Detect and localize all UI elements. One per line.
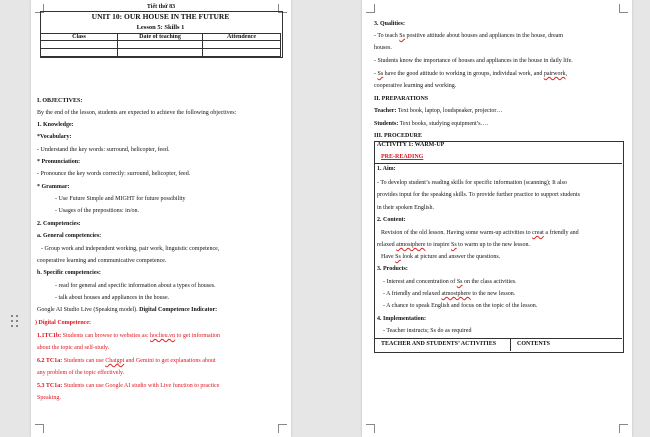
general-competencies-heading: a. General competencies: <box>37 233 102 239</box>
digital-item-2 <box>37 358 216 365</box>
ai-studio-line <box>37 307 217 314</box>
quality-item-3 <box>374 71 567 78</box>
students-prep <box>374 121 488 128</box>
quality-text: - <box>374 71 378 77</box>
implementation-heading: 4. Implementation: <box>377 316 426 322</box>
table-header-date: Date of teaching <box>118 34 203 41</box>
aim-text: provides input for the speaking skills. To provide further practice to support students <box>377 192 580 198</box>
digital-item-label: 1.1TC1b: <box>37 333 62 339</box>
digital-item-1 <box>37 333 220 340</box>
ss-word: Ss <box>399 33 405 39</box>
unit-title: UNIT 10: OUR HOUSE IN THE FUTURE <box>91 12 230 21</box>
quality-text: positive attitude about houses and appliances in the house, dream <box>404 33 564 39</box>
table-header-attendence: Attendence <box>203 34 281 41</box>
content-segment: to warm up to the new lesson. <box>456 242 530 248</box>
quality-item-3-cont: cooperative learning and working. <box>374 83 457 89</box>
digital-item-text: Students can use <box>62 358 106 364</box>
prereading-label: PRE-READING <box>381 154 424 160</box>
content-text <box>377 242 530 249</box>
grammar-item: - Usages of the prepositions: in/on. <box>55 208 139 214</box>
teacher-text: Text book, laptop, loudspeaker, projector… <box>396 108 503 114</box>
divider <box>374 338 622 339</box>
product-segment: on the class activities. <box>462 279 517 285</box>
specific-competencies-heading: b. Specific competencies: <box>37 270 101 276</box>
aim-text: - To develop student’s reading skills for specific information (scanning); It also <box>377 180 567 186</box>
content-segment: look at picture and answer the questions. <box>400 254 501 260</box>
column-header-contents: CONTENTS <box>517 341 551 347</box>
quality-item-2: - Students know the importance of houses and appliances in the house in daily life. <box>374 58 573 64</box>
column-header-activities: TEACHER AND STUDENTS’ ACTIVITIES <box>381 341 497 347</box>
table-header-class: Class <box>41 34 118 41</box>
qualities-heading: 3. Qualities: <box>374 21 405 27</box>
page-corner-mark <box>619 424 628 433</box>
content-segment: to inspire <box>425 242 451 248</box>
digital-item-text: Students can browse to websites as: <box>61 333 150 339</box>
lesson-number: Tiết thứ 83 <box>146 4 176 10</box>
product-segment: - Interest and concentration of <box>383 279 457 285</box>
product-item: - A chance to speak English and focus on the topic of the lesson. <box>383 303 538 309</box>
digital-item-label: 6.2 TC1a: <box>37 358 63 364</box>
indicator-label: Digital Competence Indicator: <box>139 307 218 313</box>
pairwork-word: pairwork <box>543 71 566 77</box>
specific-competency-item: - read for general and specific information about a types of houses. <box>55 283 216 289</box>
activity-title: ACTIVITY 1: WARM-UP <box>377 142 445 148</box>
digital-item-label: 5.3 TC1a: <box>37 383 63 389</box>
content-text <box>381 254 500 261</box>
digital-item-2-cont: any problem of the topic effectively. <box>37 370 125 376</box>
quality-text: have the good attitude to working in groups, individual work, and <box>383 71 544 77</box>
page-corner-mark <box>366 4 375 13</box>
products-heading: 3. Products: <box>377 266 408 272</box>
competencies-heading: 2. Competencies: <box>37 221 81 227</box>
content-heading: 2. Content: <box>377 217 406 223</box>
digital-competence-heading: ) Digital Competence: <box>35 320 91 326</box>
quality-text: - To teach <box>374 33 400 39</box>
product-item <box>383 279 517 286</box>
attendance-table <box>40 33 281 57</box>
column-divider <box>510 338 511 351</box>
general-competencies-text: - Group work and independent working, pair work, linguistic competence, <box>41 246 220 252</box>
aim-heading: 1. Aim: <box>377 166 396 172</box>
atmostphere-word: atmostphere <box>396 242 426 248</box>
table-cell[interactable] <box>203 49 281 57</box>
content-segment: Have <box>381 254 396 260</box>
quality-item-1 <box>374 33 563 40</box>
drag-handle-icon[interactable] <box>11 315 20 331</box>
ai-studio-text: Google AI Studio Live (Speaking model). <box>37 307 138 313</box>
vocabulary-heading: *Vocabulary: <box>37 134 72 140</box>
lesson-title: Lesson 5: Skills 1 <box>136 24 185 31</box>
digital-item-3 <box>37 383 219 390</box>
specific-competency-item: - talk about houses and appliances in the house. <box>55 295 170 301</box>
table-cell[interactable] <box>41 41 118 49</box>
digital-item-text: to get information <box>175 333 220 339</box>
page-corner-mark <box>35 424 44 433</box>
hoclieu-link[interactable]: hoclieu.vn <box>150 333 176 339</box>
ss-word: Ss <box>395 254 401 260</box>
implementation-text: - Teacher instructs; Ss do as required <box>383 328 472 334</box>
table-cell[interactable] <box>118 41 203 49</box>
knowledge-heading: 1. Knowledge: <box>37 122 74 128</box>
ss-word: Ss <box>377 71 384 77</box>
page-corner-mark <box>278 424 287 433</box>
document-page-right <box>362 0 632 437</box>
students-text: Text books, studying equipment’s…. <box>398 121 489 127</box>
creat-word: creat <box>532 230 544 236</box>
grammar-heading: * Grammar: <box>37 184 70 190</box>
content-segment: a friendly and <box>543 230 579 236</box>
teacher-prep <box>374 108 502 115</box>
preparations-heading: II. PREPARATIONS <box>374 96 429 102</box>
content-text <box>381 230 579 237</box>
product-item <box>383 291 515 298</box>
document-page-left <box>31 0 291 437</box>
product-segment: - A friendly and relaxed <box>383 291 442 297</box>
table-cell[interactable] <box>203 41 281 49</box>
teacher-label: Teacher: <box>374 108 397 114</box>
general-competencies-text: cooperative learning and communicative competence. <box>37 258 167 264</box>
product-segment: to the new lesson. <box>470 291 516 297</box>
digital-item-text: and Gemini to get explanations about <box>124 358 216 364</box>
aim-text: in their spoken English. <box>377 205 434 211</box>
pronunciation-heading: * Pronunciation: <box>37 159 81 165</box>
pronunciation-text: - Pronounce the key words correctly: surround, helicopter, feed. <box>37 171 191 177</box>
digital-item-1-cont: about the topic and self-study. <box>37 345 110 351</box>
page-corner-mark <box>366 424 375 433</box>
digital-item-3-cont: Speaking. <box>37 395 61 401</box>
grammar-item: - Use Future Simple and MIGHT for future possibility <box>55 196 186 202</box>
vocabulary-text: - Understand the key words: surround, helicopter, feed. <box>37 147 170 153</box>
quality-item-1-cont: houses. <box>374 45 392 51</box>
divider <box>374 163 622 164</box>
students-label: Students: <box>374 121 399 127</box>
content-segment: Revision of the old lesson. Having some warm-up activities to <box>381 230 533 236</box>
quality-text: , <box>565 71 567 77</box>
ss-word: Ss <box>456 279 463 285</box>
content-segment: relaxed <box>377 242 397 248</box>
procedure-heading: III. PROCEDURE <box>374 133 423 139</box>
page-corner-mark <box>619 4 628 13</box>
chatgpt-word: Chatgpt <box>105 358 125 364</box>
digital-item-text: Students can use Google AI studio with Live function to practice <box>62 383 220 389</box>
table-cell[interactable] <box>118 49 203 57</box>
ss-word: Ss <box>450 242 457 248</box>
atmostphere-word: atmostphere <box>441 291 471 297</box>
table-cell[interactable] <box>41 49 118 57</box>
objectives-heading: I. OBJECTIVES: <box>37 98 83 104</box>
objectives-intro: By the end of the lesson, students are expected to achieve the following objectives: <box>37 110 237 116</box>
